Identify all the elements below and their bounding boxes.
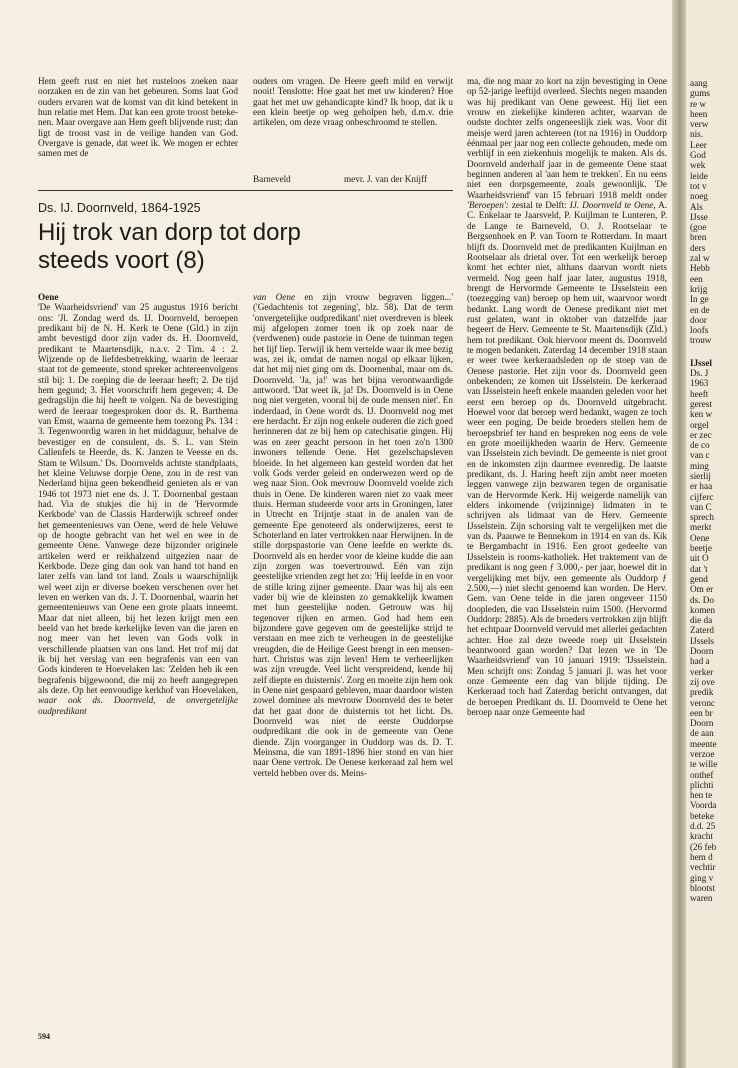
top-column-1-text: Hem geeft rust en niet het rusteloos zoeken naar oorzaken en de zin van het gebeuren. Soms laat God ouders ervaren wat de komst van dit kind betekent in hun relatie met Hem. Dat kan een grote troost betekenen. Maar overgave aan Hem geeft blijvende rust; dan ligt de troost vast in de veilige handen van God. Overgave is genade, dat weet ik. We mogen er echter samen met de	[38, 76, 238, 159]
next-page-line: bren	[690, 232, 707, 243]
next-page-line: leide	[690, 170, 708, 181]
book-gutter	[672, 0, 686, 1068]
article-column-1	[38, 292, 238, 1014]
next-page-line: verker	[690, 666, 714, 677]
article-column-3-text	[467, 76, 667, 717]
next-page-line: beetje	[690, 543, 712, 554]
next-page-line: gend	[690, 573, 708, 584]
article-column-2-text	[253, 292, 453, 778]
next-page-line: Ds. J	[690, 368, 709, 379]
next-page-line: In ge	[690, 294, 709, 305]
next-page-line: (26 feb	[690, 841, 717, 852]
next-page-line: cijferc	[690, 491, 714, 502]
next-page-line: Om er	[690, 584, 714, 595]
next-page-line: komen	[690, 604, 716, 615]
next-page-line: van c	[690, 450, 710, 461]
author-name: mevr. J. van der Knijff	[344, 174, 428, 184]
next-page-heading: IJssel	[690, 357, 712, 368]
next-page-line: dat 't	[690, 563, 708, 574]
next-page-line: gums	[690, 88, 710, 99]
next-page-line: d.d. 25	[690, 821, 716, 832]
next-page-line: Hebb	[690, 263, 710, 274]
top-column-2-text: ouders om vragen. De Heere geeft mild en verwijt nooit! Tenslotte: Hoe gaat het met uw kinderen? Hoe gaat het met uw gehandicapte kind? Ik hoop, dat ik u een klein beetje op weg geholpen heb, d.m.v. drie artikelen, om deze vraag onbeschroomd te stellen.	[253, 76, 453, 128]
next-page-line: gerest	[690, 398, 712, 409]
col2-italic: van Oene	[253, 292, 296, 302]
next-page-line: vechtir	[690, 862, 716, 873]
next-page-text	[690, 78, 738, 903]
section-heading: Oene	[38, 292, 59, 302]
next-page-line: loofs	[690, 325, 709, 336]
next-page-line: hem d	[690, 851, 713, 862]
next-page-line: veronc	[690, 697, 715, 708]
next-page-line: Leer	[690, 139, 707, 150]
next-page-line: en de	[690, 304, 710, 315]
next-page-line: had a	[690, 656, 710, 667]
next-page-line: zij ove	[690, 676, 715, 687]
next-page-line: te wille	[690, 759, 718, 770]
col3-body: ma, die nog maar zo kort na zijn bevestiging in Oene op 52-jarige leeftijd overleed. Slechts negen maanden was hij predikant van Oene geweest. Hij liet een vrouw en ziekelijke kinderen achter, waarvan de oudste dochter zelfs ongeneeslijk ziek was. Voor dit meisje werd jaren achtereen (tot na 1916) in Ouddorp éénmaal per jaar nog een collecte gehouden, mede om verblijf in een ziekenhuis mogelijk te maken. Als ds. Doornveld anderhalf jaar in de gemeente Oene staat beginnen anderen al 'aan hem te trekken'. En nu eens niet een dorpsgemeente, zoals gewoonlijk. 'De Waarheidsvriend' van 15 februari 1918 meldt onder	[467, 76, 667, 200]
next-page-line: aang	[690, 78, 708, 88]
next-page-line: de aan	[690, 728, 714, 739]
col3-mid: zestal te Delft:	[511, 200, 567, 211]
article-column-2	[253, 292, 453, 1014]
next-page-line: IJsse	[690, 211, 708, 222]
next-page-line: Oene	[690, 532, 710, 543]
next-page-line: nis.	[690, 129, 704, 140]
next-page-line: re w	[690, 98, 707, 109]
next-page-edge	[686, 0, 738, 1068]
next-page-line: een	[690, 273, 703, 284]
next-page-line: sierlij	[690, 470, 711, 481]
next-page-line: predik	[690, 687, 714, 698]
top-column-1	[38, 76, 238, 188]
next-page-line: blootst	[690, 882, 716, 893]
next-page-line: (goe	[690, 222, 707, 233]
next-page-line: ds. Do	[690, 594, 714, 605]
next-page-line: de co	[690, 440, 710, 451]
next-page-line: orgel	[690, 419, 709, 430]
next-page-line: hen te	[690, 790, 713, 801]
next-page-line: er haa	[690, 481, 713, 492]
next-page-line: ming	[690, 460, 709, 471]
next-page-line: verzoe	[690, 749, 715, 759]
article-column-1-text	[38, 302, 238, 716]
next-page-line: door	[690, 314, 707, 325]
next-page-line: IJssels	[690, 635, 714, 646]
col1-body: 'De Waarheidsvriend' van 25 augustus 1916 bericht ons: 'Jl. Zondag werd ds. IJ. Doornveld, beroepen predikant bij de N. H. Kerk te Oene (Gld.) in zijn ambt bevestigd door zijn vader ds. H. Doornveld, predikant te Maartensdijk, n.a.v. 2 Tim. 4 : 2. Wijzende op de liefdesbetrekking, waarin de leeraar staat tot de gemeente, stond spreker achtereenvolgens stil bij: 1. De roeping die de leeraar heeft; 2. De tijd hem gegund; 3. Het voorschrift hem gegeven; 4. De gedragslijn die hij heeft te volgen. Na de bevestiging werd de leeraar toegesproken door ds. R. Barthema van Emst, waarna de gemeente hem toezong Ps. 134 : 3. Tegenwoordig waren in het middaguur, behalve de bevestiger en de consulent, ds. S. L. van Stein Callenfels te Heerde, ds. K. Janzen te Veesse en ds. Stam te Wilsum.' Ds. Doornvelds achtste standplaats, het kleine Veluwse dorpje Oene, zou in de rest van Nederland bijna geen bekendheid genieten als er van 1946 tot 1973 niet ene ds. J. T. Doornenbal gestaan had. Via de stukjes die hij in de 'Hervormde Kerkbode' van de Classis Harderwijk schreef onder het gemeentenieuws van Oene, werd de hele Veluwe op de hoogte gebracht van het wel en wee in de gemeente Oene. Vanwege deze bijzonder originele artikelen werd er reikhalzend uitgezien naar de Kerkbode. Deze ging dan ook van hand tot hand en later zelfs van land tot land. Zoals u waarschijnlijk wel weet zijn er diverse boeken verschenen over het leven en werken van ds. J. T. Doornenbal, waarin het gemeentenieuws van Oene een grote plaats inneemt. Maar dat niet alleen, bij het lezen krijgt men een beeld van het brede kerkelijke leven van die jaren en nog meer van het leven van Gods volk in verschillende plaatsen van ons land. Het trof mij dat ik bij het verslag van een begrafenis van een van Gods kinderen te Hoevelaken las: 'Zelden heb ik een begrafenis bijgewoond, die mij zo heeft aangegrepen als deze. Op het eenvoudige kerkhof van Hoevelaken,	[38, 302, 238, 696]
col2-body: en zijn vrouw begraven liggen...' ('Gedachtenis tot zegening', blz. 58). Dat de term 'onvergetelijke oudpredikant' niet overdreven is bleek mij afgelopen zomer toen ik op zoek naar de (verdwenen) oude pastorie in Oene de tuinman tegen het lijf liep. Terwijl ik hem vertelde waar ik mee bezig was, zei ik, omdat de namen nogal op elkaar lijken, dat het mij niet ging om ds. Doornenbal, maar om ds. Doornveld. 'Ja, ja!' was het bijna verontwaardigde antwoord. 'Dat weet ik, ja! Ds. Doornveld is in Oene nog niet vergeten, vooral bij de oude mensen niet'. En inderdaad, in Oene wordt ds. IJ. Doornveld nog met ere herdacht. Er zijn nog enkele ouderen die zich goed herinneren dat ze bij hem op catechisatie gingen. Hij was en zeer geacht persoon in het toen zo'n 1300 inwoners tellende Oene. Het gezelschapsleven bloeide. In het algemeen kan gesteld worden dat het volk Gods verder geleid en onderwezen werd op de weg naar Sion. Ook mevrouw Doornveld voelde zich thuis in Oene. De kinderen waren niet zo vaak meer thuis. Herman studeerde voor arts in Groningen, later in Utrecht en Trijntje staat in de analen van de gemeente Epe genoteerd als onderwijzeres, eerst te Schoterland en later vertrokken naar Herwijnen. In de stille dorpspastorie van Oene leefde en werkte ds. Doornveld als en herder voor de kleine kudde die aan zijn zorgen was toevertrouwd. Eén van zijn geestelijke vrienden zegt het zo: 'Hij leefde in en voor de stille kring zijner gemeente. Daar was hij als een vader bij wie de kleinsten zo gemakkelijk kwamen met hun geestelijke noden. Getrouw was hij tegenover rijken en armen. God had hem een bijzondere gave gegeven om de geestelijke strijd te verstaan en mee zich te verheugen in de geestelijke vreugden, die de Heilige Geest brengt in een mensenhart. Christus was zijn leven! Hem te verheerlijken was zijn vreugde. Veel licht verspreidend, kende hij zelf diepte en duisternis'. Zorg en moeite zijn hem ook in Oene niet gespaard gebleven, maar daardoor wisten zowel dominee als mevrouw Doornveld des te beter dat het gaat door de duisternis tot het licht. Ds. Doornveld was niet de eerste Ouddorpse oudpredikant die ook in de gemeente van Oene diende. Zijn voorganger in Ouddorp was ds. D. T. Meinsma, die van 1891-1896 hier stond en van hier naar Oene vertrok. De Oenese kerkeraad zal hem wel verteld hebben over ds. Meins-	[253, 292, 453, 778]
article-kicker: Ds. IJ. Doornveld, 1864-1925	[38, 201, 201, 215]
next-page-line: noeg	[690, 191, 708, 202]
next-page-line: ken w	[690, 409, 713, 420]
author-place: Barneveld	[253, 174, 291, 184]
next-page-line: sprech	[690, 512, 714, 523]
next-page-line: Als	[690, 201, 703, 212]
next-page-line: beteke	[690, 810, 714, 821]
top-divider	[38, 190, 453, 191]
next-page-line: heen	[690, 108, 708, 119]
next-page-line: plichti	[690, 779, 714, 790]
next-page-line: een br	[690, 707, 713, 718]
next-page-line: God	[690, 150, 706, 161]
next-page-line: Zaterd	[690, 625, 714, 636]
next-page-line: Doorn	[690, 646, 714, 657]
next-page-line: ders	[690, 242, 706, 253]
next-page-line: Voorda	[690, 800, 717, 811]
article-column-3	[467, 76, 667, 1016]
col3-rest: A. C. Enkelaar te Jaarsveld, P. Kuijlman te Lunteren, P. de Lange te Barneveld, O. J. Rootselaar te Bergsenhoek en P. van Toorn te Rotterdam. In maart blijft ds. Doornveld met de predikanten Kuijlman en Rootselaar als drietal over. Tot een werkelijk beroep komt het echter niet, althans daarvan wordt niets vermeld. Nog geen half jaar later, augustus 1918, brengt de Hervormde Gemeente te IJsselstein een (toezegging van) beroep op hem uit, waarvoor wordt bedankt. Lang wordt de Oenese predikant niet met rust gelaten, want in oktober van datzelfde jaar begeert de Herv. Gemeente te St. Maartensdijk (Zld.) hem tot predikant. Ook hiervoor meent ds. Doornveld te mogen bedanken. Zaterdag 14 december 1918 staan er weer twee kerkeraadsleden op de stoep van de Oenese pastorie. Het zijn voor ds. Doornveld geen onbekenden; ze komen uit IJsselstein. De kerkeraad van IJsselstein heeft enkele maanden geleden voor het eerst een beroep op ds. Doornveld uitgebracht. Hoewel voor dat beroep werd bedankt, wagen ze toch weer een poging. De beide broeders stellen hem de beroepsbrief ter hand en bespreken nog eens de vele en grote moeilijkheden waarin de Herv. Gemeente van IJsselstein zich bevindt. De gemeente is niet groot en de inkomsten zijn daarmee evenredig. De laatste predikant, ds. J. Haring heeft zijn ambt neer moeten leggen vanwege zijn bezwaren tegen de organisatie van de Hervormde Kerk. Hij weigerde namelijk van elders inkomende (vrijzinnige) lidmaten in te schrijven als lidmaat van de Herv. Gemeente IJsselstein. Zijn schorsing valt te vergelijken met die van ds. Paauwe te Bennekom in 1914 en van ds. Kik te Bergambacht in 1916. Een groot gedeelte van IJsselstein is rooms-katholiek. Het traktement van de predikant is nog geen ƒ 3.000,- per jaar, hoewel dit in vergelijking met bijv. een gemeente als Ouddorp ƒ 2.500,—) niet slecht genoemd kan worden. De Herv. Gem. van Oene telde in die jaren ongeveer 1150 doopleden, die van IJsselstein ruim 1500. (Hervormd Ouddorp: 2885). Als de broeders vertrokken zijn blijft het echtpaar Doornveld vervuld met allerlei gedachten achter. Hoe zal deze tweede roep uit IJsselstein beantwoord gaan worden? Dat lezen we in 'De Waarheidsvriend' van 10 januari 1919: 'IJsselstein. Men schrijft ons: Zondag 5 januari jl. was het voor onze Gemeente een dag van blijde tijding. De Kerkeraad toch had Zaterdag bericht ontvangen, dat de beroepen Predikant ds. IJ. Doornveld te Oene het beroep naar onze Gemeente had	[467, 200, 667, 717]
col3-italic-2: IJ. Doornveld te Oene,	[569, 200, 656, 211]
col1-italic: waar ook ds. Doornveld, de onvergetelijke oudpredikant	[38, 695, 238, 716]
next-page-line: waren	[690, 893, 713, 904]
next-page-line: die da	[690, 615, 713, 626]
next-page-line: heeft	[690, 388, 709, 399]
col3-italic-1: 'Beroepen':	[467, 200, 509, 211]
next-page-line: wek	[690, 160, 706, 171]
page-number: 594	[38, 1032, 50, 1041]
next-page-line: uit O	[690, 553, 709, 564]
next-page-line: van C	[690, 501, 712, 512]
next-page-line: ging v	[690, 872, 714, 883]
top-column-2	[253, 76, 453, 172]
next-page-line: tot v	[690, 180, 707, 191]
next-page-line: meente	[690, 738, 717, 749]
next-page-line: onthef	[690, 769, 714, 780]
next-page-line: er zec	[690, 429, 712, 440]
next-page-line: merkt	[690, 522, 712, 533]
next-page-line: 1963	[690, 378, 709, 389]
article-headline: Hij trok van dorp tot dorp steeds voort (8)	[38, 219, 301, 274]
next-page-line: trouw	[690, 335, 712, 346]
next-page-line: Doorn	[690, 718, 714, 729]
next-page-line: krijg	[690, 283, 708, 294]
next-page-line: kracht	[690, 831, 713, 842]
next-page-gap	[690, 346, 738, 358]
next-page-line: verw	[690, 119, 709, 130]
next-page-line: zal w	[690, 253, 710, 264]
